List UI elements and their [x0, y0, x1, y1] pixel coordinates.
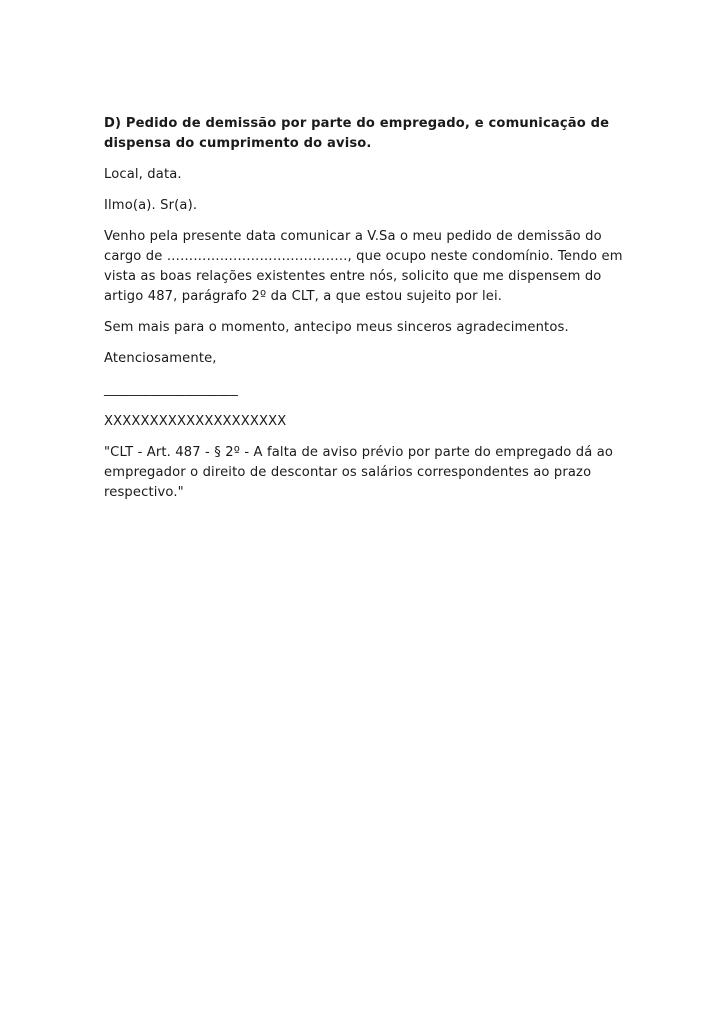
salutation: Ilmo(a). Sr(a).: [104, 198, 198, 213]
place-date: Local, data.: [104, 167, 182, 182]
body-paragraph: Venho pela presente data comunicar a V.Sa o meu pedido de demissão do cargo de ………………………………….., que ocupo neste condomínio. Tendo em vista as boas relações existentes entre nós, solicito que me dispensem do artigo 487, parágrafo 2º da CLT, a que estou sujeito por lei.: [104, 229, 623, 304]
document-content: [104, 114, 624, 514]
signature-line: ____________________: [104, 382, 238, 397]
sign-off: Atenciosamente,: [104, 351, 217, 366]
closing-paragraph: Sem mais para o momento, antecipo meus sinceros agradecimentos.: [104, 320, 569, 335]
signer-name: XXXXXXXXXXXXXXXXXXXX: [104, 414, 287, 429]
legal-quote: "CLT - Art. 487 - § 2º - A falta de aviso prévio por parte do empregado dá ao empregador o direito de descontar os salários correspondentes ao prazo respectivo.": [104, 445, 614, 500]
document-heading: D) Pedido de demissão por parte do empregado, e comunicação de dispensa do cumprimento do aviso.: [104, 116, 610, 151]
